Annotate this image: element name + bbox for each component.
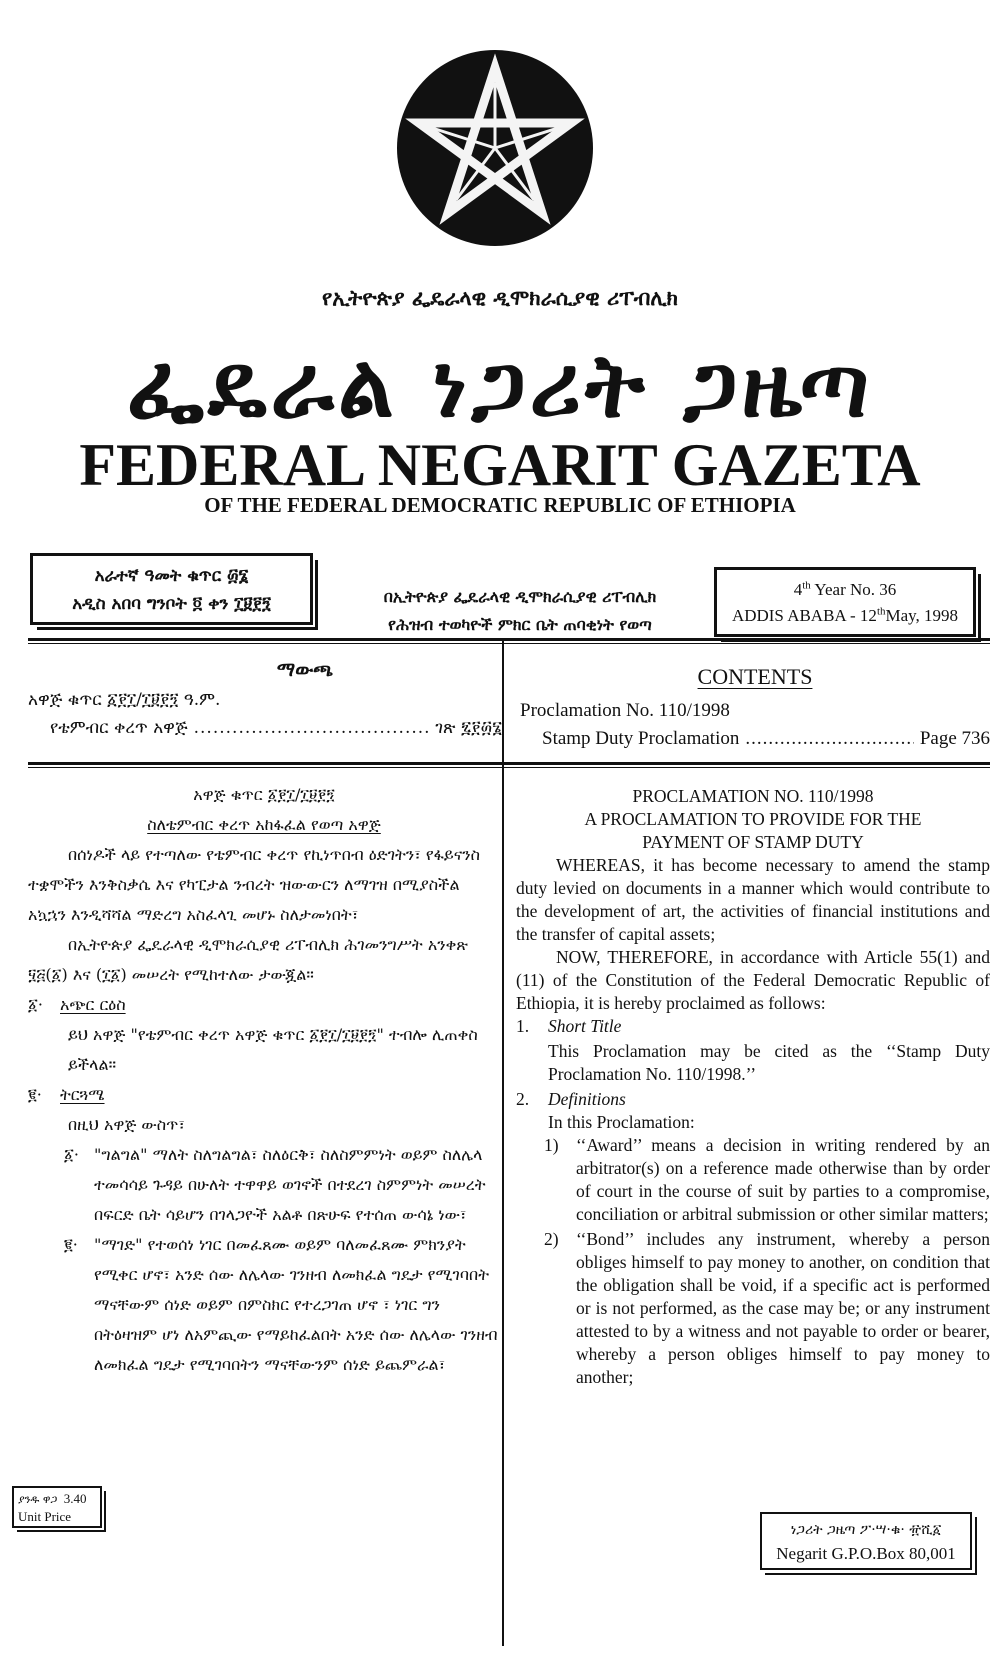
proclamation-title-line2-english: PAYMENT OF STAMP DUTY [642,832,864,852]
contents-heading-english: CONTENTS [697,664,813,689]
pentagram-star-icon [395,48,595,248]
section-1-text-english: This Proclamation may be cited as the ‘‘Stamp Duty Proclamation No. 110/1998.’’ [548,1041,990,1084]
leader-dots [745,725,913,753]
section-2-heading-english: 2. Definitions [516,1089,626,1109]
leader-dots [194,714,430,742]
unit-price-value: 3.40 [63,1491,87,1506]
enactment-amharic: በኢትዮጵያ ፌዴራላዊ ዲሞክራሲያዊ ሪፐብሊክ ሕገመንግሥት አንቀጽ ፶፭(፩) እና (፲፩) መሠረት የሚከተለው ታውጇል። [28,935,469,984]
po-box [760,1512,972,1570]
definition-1-english: 1) ‘‘Award’’ means a decision in writing rendered by an arbitrator(s) on a reference made otherwise than by order of court in the course of suit by parties to a compromise, conciliation or arbitral submission or other similar matters; [544,1135,990,1224]
contents-proclamation-english: Proclamation No. 110/1998 [520,700,730,721]
definition-1-amharic: ፩· "ግልግል" ማለት ስለግልግል፣ ስለዕርቅ፣ ስለስምምነት ወይም ስለሌላ ተመሳሳይ ጉዳይ በሁለት ተዋዋይ ወገኖች በተደረገ ስምምነት መሠረት በፍርድ ቤት ሳይሆን በገላጋዮች አልቶ በጽሁፍ የተሰጠ ውሳኔ ነው፣ [64,1145,486,1224]
issue-box-amharic [30,553,313,625]
divider-top [28,638,990,641]
proclamation-number-english: PROCLAMATION NO. 110/1998 [632,786,874,806]
body-english [516,785,990,1389]
gazette-title-english: FEDERAL NEGARIT GAZETA [79,432,921,498]
issue-year-english: 4th Year No. 36 [793,579,897,599]
contents-heading-amharic: ማውጫ [276,659,334,681]
proclamation-number-amharic: አዋጅ ቁጥር ፩፻፲/፲፱፻፺ [193,785,335,804]
definition-2-english: 2) ‘‘Bond’’ includes any instrument, whereby a person obliges himself to pay money to another, on condition that the obligation shall be void, if a specific act is performed or is not performed, as the case may be; or any instrument attested to by a witness and not payable to order or bearer, whereby a person obliges himself to pay money to another; [544,1229,990,1387]
contents-entry-amharic[interactable] [28,714,502,742]
section-1-heading-amharic: ፩· አጭር ርዕስ [28,995,126,1014]
section-2-intro-amharic: በዚህ አዋጅ ውስጥ፣ [68,1115,185,1134]
issue-year-amharic: አራተኛ ዓመት ቁጥር ፴፮ [94,566,249,586]
issue-date-english: ADDIS ABABA - 12thMay, 1998 [731,605,959,625]
proclamation-title-line1-english: A PROCLAMATION TO PROVIDE FOR THE [584,809,922,829]
divider-top-thin [28,643,990,644]
gazette-title-amharic: ፌዴራል ነጋሪት ጋዜጣ [126,333,874,437]
gazette-emblem [395,48,595,248]
po-box-english: Negarit G.P.O.Box 80,001 [776,1544,956,1563]
contents-entry-english[interactable] [520,725,990,753]
body-amharic [28,780,500,1380]
divider-contents [28,762,990,765]
unit-price-box [12,1486,102,1528]
unit-price-label: Unit Price [18,1509,72,1524]
whereas-clause-english: WHEREAS, it has become necessary to amend the stamp duty levied on documents in a manner which would contribute to the development of art, the activities of financial institutions and the transfer of capital assets; [516,855,990,944]
issuer-amharic [340,583,700,639]
issuer-line-2: የሕዝብ ተወካዮች ምክር ቤት ጠባቂነት የወጣ [388,615,652,634]
enactment-clause-english: NOW, THEREFORE, in accordance with Article 55(1) and (11) of the Constitution of the Federal Democratic Republic of Ethiopia, it is hereby proclaimed as follows: [516,947,990,1013]
divider-contents-thin [28,767,990,768]
proclamation-title-amharic: ስለቴምብር ቀረጥ አከፋፈል የወጣ አዋጅ [147,815,381,834]
section-1-text-amharic: ይህ አዋጅ "የቴምብር ቀረጥ አዋጅ ቁጥር ፩፻፲/፲፱፻፺" ተብሎ ሊጠቀስ ይችላል። [68,1025,478,1074]
contents-item-amharic: የቴምብር ቀረጥ አዋጅ [50,718,188,738]
contents-item-english: Stamp Duty Proclamation [542,728,740,749]
preamble-amharic: በሰነዶች ላይ የተጣለው የቴምብር ቀረጥ የኪነጥበብ ዕድገትን፣ የፋይናንስ ተቋሞችን እንቅስቃሴ እና የካፒታል ንብረት ዝውውርን ለማገዝ በሚያስችል አኳኋን እንዲሻሻል ማድረግ አስፈላጊ መሆኑ ስለታመነበት፣ [28,845,480,924]
contents-proclamation-amharic: አዋጅ ቁጥር ፩፻፲/፲፱፻፺ ዓ.ም. [28,690,221,710]
column-divider [502,641,504,1646]
contents-english [520,663,990,753]
contents-page-amharic: ገጽ ፯፻፴፮ [435,718,502,738]
issuer-line-1: በኢትዮጵያ ፌዴራላዊ ዲሞክራሲያዊ ሪፐብሊክ [383,587,657,606]
section-2-heading-amharic: ፪· ትርጓሜ [28,1085,105,1104]
issue-date-amharic: አዲስ አበባ ግንቦት ፬ ቀን ፲፱፻፺ [72,594,271,614]
definition-2-amharic: ፪· "ማገድ" የተወሰነ ነገር በመፈጸሙ ወይም ባለመፈጸሙ ምክንያት የሚቀር ሆኖ፣ አንድ ሰው ለሌላው ገንዘብ ለመክፈል ግዴታ የሚገባበት ማናቸውም ሰነድ ወይም በምስክር የተረጋገጠ ሆኖ ፣ ነገር ግን በትዕዛዝም ሆነ ለአምጪው የማይከፈልበት አንድ ሰው ለሌላው ገንዘብ ለመክፈል ግዴታ የሚገባበትን ማናቸውንም ሰነድ ይጨምራል፣ [64,1235,498,1374]
unit-price-amharic: ያንዱ ዋጋ [18,1493,58,1506]
section-2-intro-english: In this Proclamation: [548,1112,695,1132]
republic-name-amharic: የኢትዮጵያ ፌዴራላዊ ዲሞክራሲያዊ ሪፐብሊክ [322,285,678,310]
contents-page-english: Page 736 [919,728,990,749]
issue-box-english [714,567,976,637]
section-1-heading-english: 1. Short Title [516,1016,622,1036]
gazette-subtitle-english: OF THE FEDERAL DEMOCRATIC REPUBLIC OF ETHIOPIA [204,493,796,517]
contents-amharic [28,656,502,742]
po-box-amharic: ነጋሪት ጋዜጣ ፖ·ሣ·ቁ· ፹ሺ፩ [790,1522,942,1538]
